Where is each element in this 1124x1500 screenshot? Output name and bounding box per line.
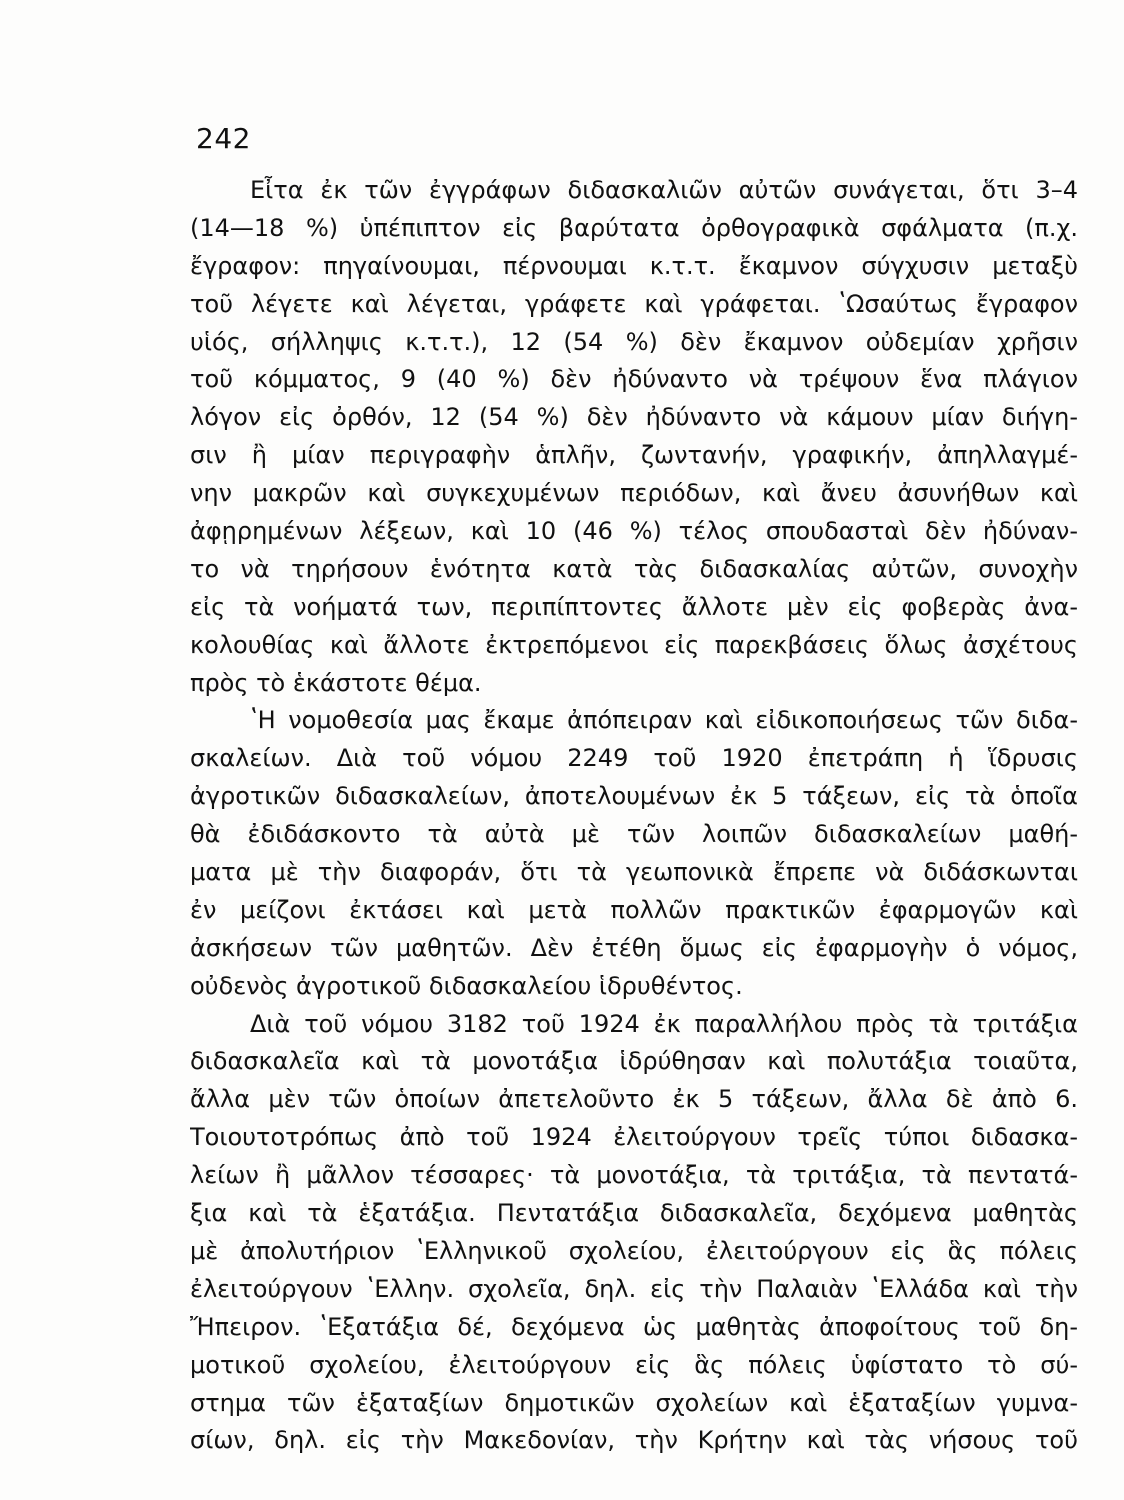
text-line: σιν ἢ μίαν περιγραφὴν ἁπλῆν, ζωντανήν, γραφικήν, ἀπηλλαγμέ- xyxy=(190,441,1078,470)
text-line: ʽΗ νομοθεσία μας ἔκαμε ἀπόπειραν καὶ εἰδικοποιήσεως τῶν διδα- xyxy=(250,706,1078,735)
text-line: πρὸς τὸ ἑκάστοτε θέμα. xyxy=(190,668,482,697)
text-line: ξια καὶ τὰ ἑξατάξια. Πεντατάξια διδασκαλεῖα, δεχόμενα μαθητὰς xyxy=(190,1199,1078,1228)
text-line: Τοιουτοτρόπως ἀπὸ τοῦ 1924 ἐλειτούργουν τρεῖς τύποι διδασκα- xyxy=(190,1123,1078,1152)
text-line: μοτικοῦ σχολείου, ἐλειτούργουν εἰς ἃς πόλεις ὑφίστατο τὸ σύ- xyxy=(190,1350,1078,1379)
text-line: ματα μὲ τὴν διαφοράν, ὅτι τὰ γεωπονικὰ ἔπρεπε νὰ διδάσκωνται xyxy=(190,858,1078,887)
text-line: εἰς τὰ νοήματά των, περιπίπτοντες ἄλλοτε μὲν εἰς φοβερὰς ἀνα- xyxy=(190,592,1078,621)
text-line: ἀφῃρημένων λέξεων, καὶ 10 (46 %) τέλος σπουδασταὶ δὲν ἠδύναν- xyxy=(190,517,1078,546)
text-line: ἔγραφον: πηγαίνουμαι, πέρνουμαι κ.τ.τ. ἔκαμνον σύγχυσιν μεταξὺ xyxy=(190,251,1078,280)
text-line: τοῦ λέγετε καὶ λέγεται, γράφετε καὶ γράφεται. ʽΩσαύτως ἔγραφον xyxy=(190,289,1078,318)
text-line: τοῦ κόμματος, 9 (40 %) δὲν ἠδύναντο νὰ τρέψουν ἕνα πλάγιον xyxy=(190,365,1078,394)
text-line: μὲ ἀπολυτήριον ʽΕλληνικοῦ σχολείου, ἐλειτούργουν εἰς ἃς πόλεις xyxy=(190,1236,1078,1265)
text-line: Ἤπειρον. ʽΕξατάξια δέ, δεχόμενα ὡς μαθητὰς ἀποφοίτους τοῦ δη- xyxy=(190,1312,1078,1341)
text-line: ἀσκήσεων τῶν μαθητῶν. Δὲν ἐτέθη ὅμως εἰς ἐφαρμογὴν ὁ νόμος, xyxy=(190,933,1078,962)
text-line: (14—18 %) ὑπέπιπτον εἰς βαρύτατα ὀρθογραφικὰ σφάλματα (π.χ. xyxy=(190,213,1078,242)
text-line: διδασκαλεῖα καὶ τὰ μονοτάξια ἱδρύθησαν καὶ πολυτάξια τοιαῦτα, xyxy=(190,1047,1078,1076)
text-line: Διὰ τοῦ νόμου 3182 τοῦ 1924 ἐκ παραλλήλου πρὸς τὰ τριτάξια xyxy=(250,1009,1078,1038)
text-line: σίων, δηλ. εἰς τὴν Μακεδονίαν, τὴν Κρήτην καὶ τὰς νήσους τοῦ xyxy=(190,1426,1078,1455)
text-line: λείων ἢ μᾶλλον τέσσαρες· τὰ μονοτάξια, τὰ τριτάξια, τὰ πεντατά- xyxy=(190,1161,1078,1190)
text-line: Εἶτα ἐκ τῶν ἐγγράφων διδασκαλιῶν αὐτῶν συνάγεται, ὅτι 3–4 xyxy=(250,176,1078,204)
text-line: το νὰ τηρήσουν ἑνότητα κατὰ τὰς διδασκαλίας αὐτῶν, συνοχὴν xyxy=(190,554,1078,583)
text-line: υἱός, σήλληψις κ.τ.τ.), 12 (54 %) δὲν ἔκαμνον οὐδεμίαν χρῆσιν xyxy=(190,327,1078,356)
text-line: θὰ ἐδιδάσκοντο τὰ αὐτὰ μὲ τῶν λοιπῶν διδασκαλείων μαθή- xyxy=(190,820,1078,849)
text-line: νην μακρῶν καὶ συγκεχυμένων περιόδων, καὶ ἄνευ ἀσυνήθων καὶ xyxy=(190,479,1078,508)
body-text xyxy=(190,172,1078,1460)
text-line: ἐλειτούργουν ʽΕλλην. σχολεῖα, δηλ. εἰς τὴν Παλαιὰν ʽΕλλάδα καὶ τὴν xyxy=(190,1274,1078,1303)
text-line: στημα τῶν ἑξαταξίων δημοτικῶν σχολείων καὶ ἑξαταξίων γυμνα- xyxy=(190,1388,1078,1417)
text-line: οὐδενὸς ἀγροτικοῦ διδασκαλείου ἱδρυθέντος. xyxy=(190,971,743,1000)
text-line: κολουθίας καὶ ἄλλοτε ἐκτρεπόμενοι εἰς παρεκβάσεις ὅλως ἀσχέτους xyxy=(190,630,1078,659)
text-line: ἐν μείζονι ἐκτάσει καὶ μετὰ πολλῶν πρακτικῶν ἐφαρμογῶν καὶ xyxy=(190,895,1078,924)
text-line: ἄλλα μὲν τῶν ὁποίων ἀπετελοῦντο ἐκ 5 τάξεων, ἄλλα δὲ ἀπὸ 6. xyxy=(190,1085,1078,1114)
text-line: σκαλείων. Διὰ τοῦ νόμου 2249 τοῦ 1920 ἐπετράπη ἡ ἵδρυσις xyxy=(190,744,1078,773)
page-number: 242 xyxy=(196,122,251,155)
text-line: λόγον εἰς ὀρθόν, 12 (54 %) δὲν ἠδύναντο νὰ κάμουν μίαν διήγη- xyxy=(190,403,1078,432)
text-line: ἀγροτικῶν διδασκαλείων, ἀποτελουμένων ἐκ 5 τάξεων, εἰς τὰ ὁποῖα xyxy=(190,782,1078,811)
